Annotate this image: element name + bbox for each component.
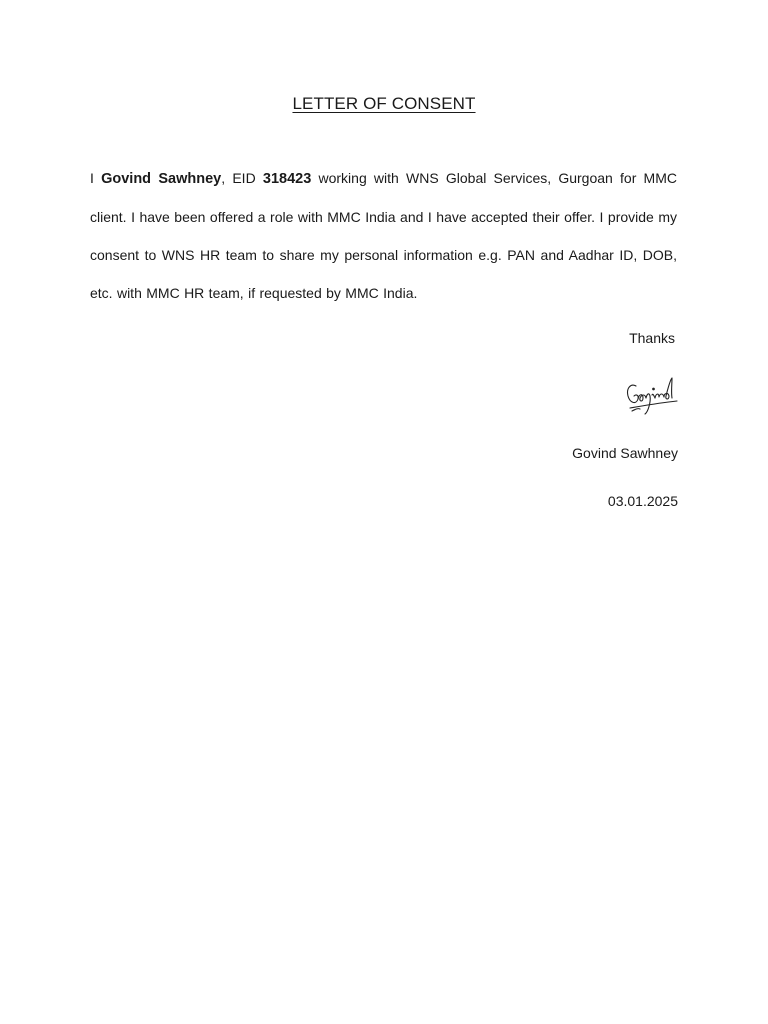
eid-label: , EID [221, 170, 263, 186]
handwritten-signature [622, 372, 684, 420]
letter-body [90, 159, 677, 312]
closing-thanks: Thanks [629, 330, 675, 346]
body-text: working with WNS Global Services, Gurgoan for MMC client. I have been offered a role with MMC India and I have accepted their offer. I provide my consent to WNS HR team to share my personal information e.g. PAN and Aadhar ID, DOB, etc. with MMC HR team, if requested by MMC India. [90, 170, 677, 301]
employee-name: Govind Sawhney [101, 171, 222, 187]
employee-id: 318423 [262, 171, 312, 187]
letter-title: LETTER OF CONSENT [292, 94, 476, 113]
body-prefix: I [90, 170, 102, 186]
signatory-name: Govind Sawhney [572, 445, 678, 461]
letter-date: 03.01.2025 [607, 493, 678, 509]
